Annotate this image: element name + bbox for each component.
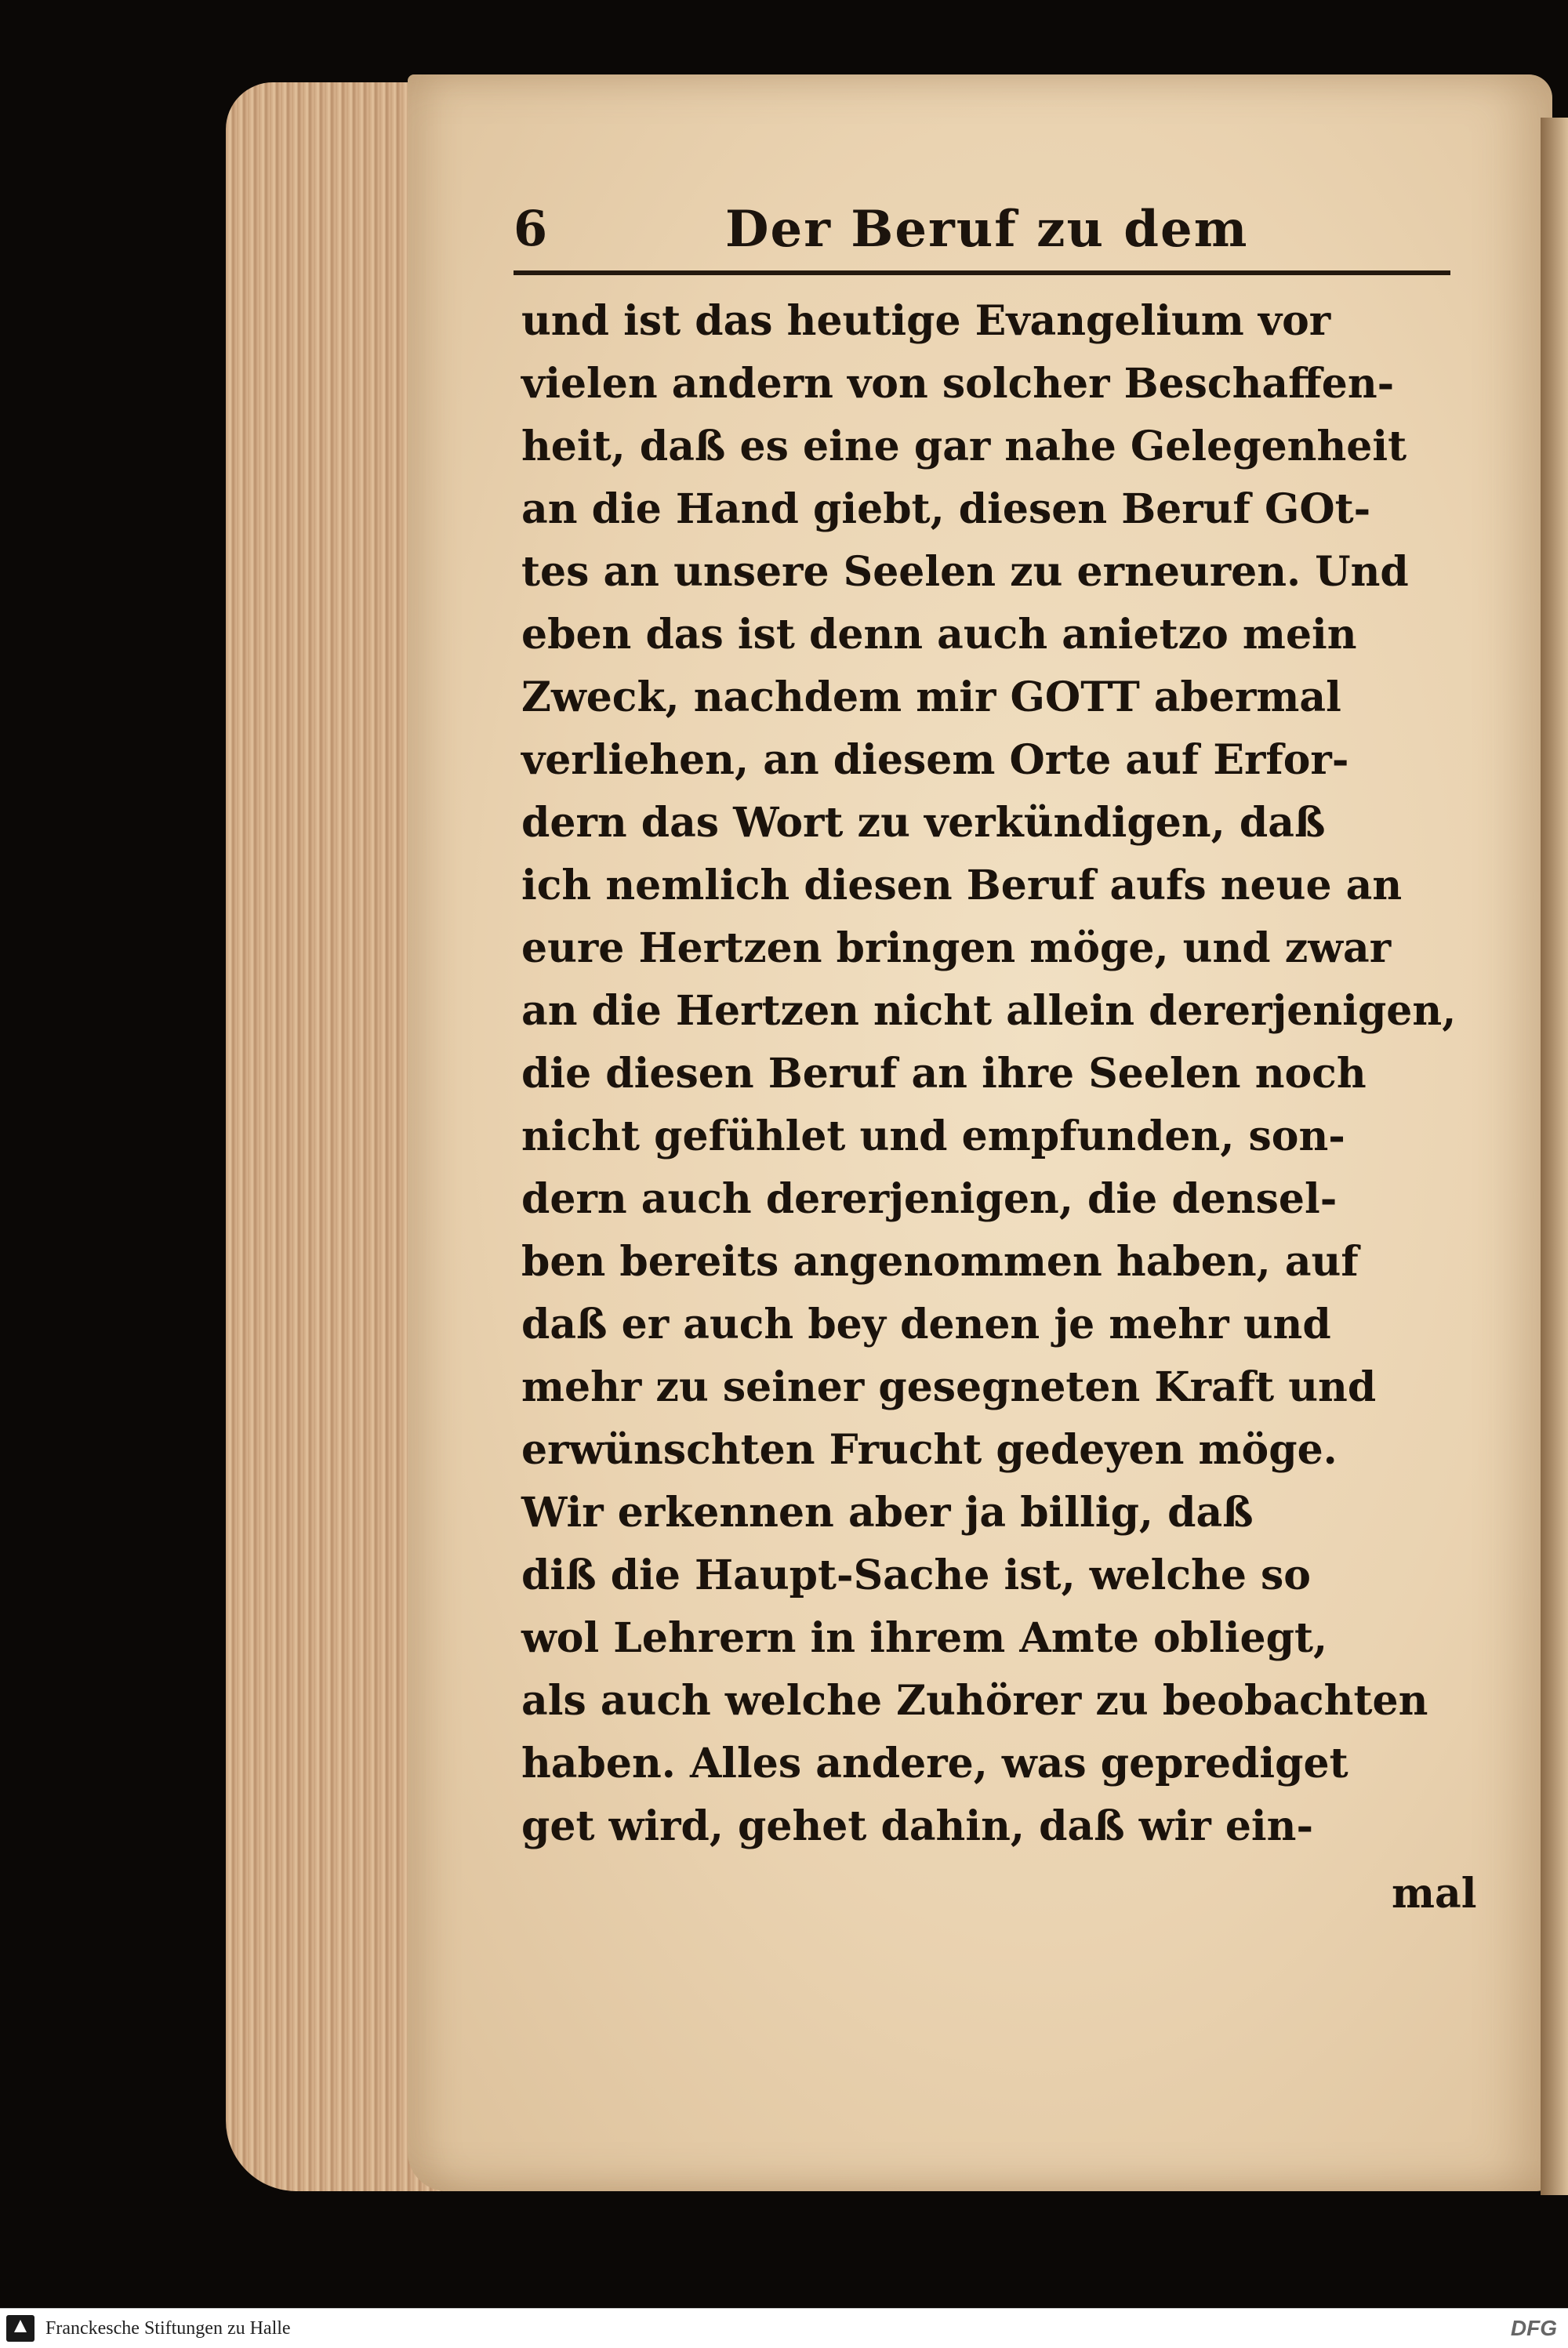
dfg-logo[interactable]: DFG xyxy=(1510,2316,1557,2340)
text-line: an die Hand giebt, diesen Beruf GOt- xyxy=(521,485,1371,533)
text-line: dern auch dererjenigen, die densel- xyxy=(521,1175,1338,1223)
text-line: Wir erkennen aber ja billig, daß xyxy=(521,1489,1254,1537)
institution-logo-icon xyxy=(6,2315,34,2342)
text-line: und ist das heutige Evangelium vor xyxy=(521,297,1331,345)
owner-label[interactable]: Franckesche Stiftungen zu Halle xyxy=(45,2318,291,2339)
page-number: 6 xyxy=(514,200,548,257)
text-line: ich nemlich diesen Beruf aufs neue an xyxy=(521,862,1403,909)
text-line: erwünschten Frucht gedeyen möge. xyxy=(521,1426,1338,1474)
running-head: Der Beruf zu dem xyxy=(725,200,1249,259)
text-line: an die Hertzen nicht allein dererjenigen, xyxy=(521,987,1457,1035)
header-rule xyxy=(514,270,1450,275)
catchword: mal xyxy=(1392,1870,1477,1918)
text-line: wol Lehrern in ihrem Amte obliegt, xyxy=(521,1614,1328,1662)
text-line: ben bereits angenommen haben, auf xyxy=(521,1238,1359,1286)
body-text xyxy=(521,290,1494,1858)
text-line: haben. Alles andere, was geprediget xyxy=(521,1740,1348,1787)
text-line: daß er auch bey denen je mehr und xyxy=(521,1301,1331,1348)
text-line: tes an unsere Seelen zu erneuren. Und xyxy=(521,548,1409,596)
viewer-footer xyxy=(0,2308,1568,2348)
text-line: die diesen Beruf an ihre Seelen noch xyxy=(521,1050,1367,1098)
text-line: diß die Haupt-Sache ist, welche so xyxy=(521,1551,1311,1599)
text-line: heit, daß es eine gar nahe Gelegenheit xyxy=(521,423,1407,470)
text-line: eure Hertzen bringen möge, und zwar xyxy=(521,924,1392,972)
page-header xyxy=(514,200,1454,270)
text-line: verliehen, an diesem Orte auf Erfor- xyxy=(521,736,1349,784)
text-line: als auch welche Zuhörer zu beobachten xyxy=(521,1677,1428,1725)
text-line: dern das Wort zu verkündigen, daß xyxy=(521,799,1326,847)
text-line: nicht gefühlet und empfunden, son- xyxy=(521,1112,1345,1160)
text-line: eben das ist denn auch anietzo mein xyxy=(521,611,1357,659)
text-line: mehr zu seiner gesegneten Kraft und xyxy=(521,1363,1377,1411)
text-line: get wird, gehet dahin, daß wir ein- xyxy=(521,1802,1314,1850)
facing-page-edge xyxy=(1541,118,1568,2195)
text-line: Zweck, nachdem mir GOTT abermal xyxy=(521,673,1341,721)
text-line: vielen andern von solcher Beschaffen- xyxy=(521,360,1395,408)
